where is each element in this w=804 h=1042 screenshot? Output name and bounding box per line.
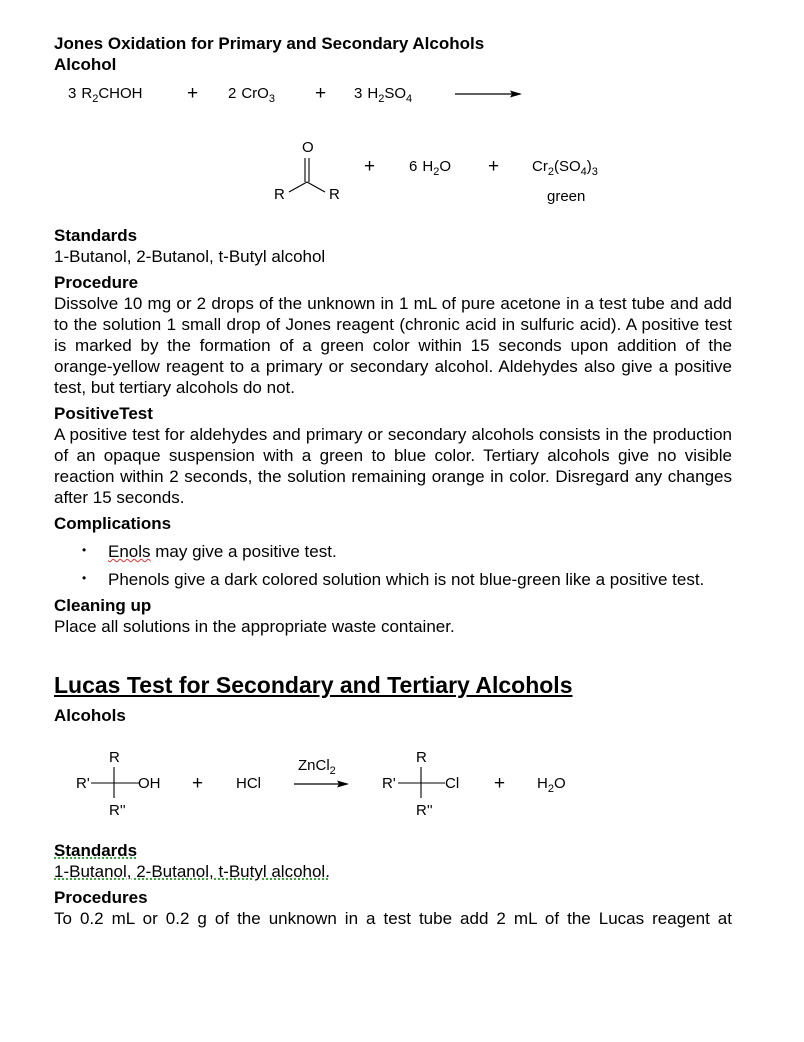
jones-positive-heading: PositiveTest: [54, 404, 153, 423]
lucas-reaction-scheme: [54, 726, 732, 840]
plus-sign: +: [315, 83, 327, 104]
jones-complications-heading: Complications: [54, 514, 172, 533]
reactant-chromium-trioxide: 2 CrO$_3$: [228, 85, 275, 105]
jones-cleaning-heading: Cleaning up: [54, 596, 152, 615]
reactant-sulfuric-acid: 3 $H_2SO_4$: [354, 85, 413, 105]
jones-procedure-heading: Procedure: [54, 273, 139, 292]
list-item: • Phenols give a dark colored solution which is not blue-green like a positive test.: [54, 569, 732, 590]
alcohol-structure: [76, 749, 161, 819]
alkyl-chloride-structure: [382, 749, 459, 819]
jones-positive-text: A positive test for aldehydes and primary or secondary alcohols consists in the production of an opaque suspension with a green to blue color. Tertiary alcohols give no visible reaction within 2 seconds, the solution remaining orange in color. Disregard any changes after 15 seconds.: [54, 425, 732, 507]
svg-text:R: R: [416, 749, 427, 766]
lucas-subtitle: Alcohols: [54, 706, 126, 725]
plus-sign: +: [364, 156, 376, 177]
ketone-structure: [274, 139, 340, 203]
product-water: 6 $H_2O$: [409, 158, 451, 178]
svg-text:R'': R'': [416, 802, 433, 819]
plus-sign: +: [488, 156, 500, 177]
svg-text:Cl: Cl: [445, 775, 460, 792]
list-item: • Enols may give a positive test.: [54, 541, 732, 562]
svg-text:R: R: [274, 186, 285, 203]
jones-standards-heading: Standards: [54, 226, 138, 245]
reagent-hcl: HCl: [236, 775, 261, 792]
reaction-arrow: [455, 91, 522, 98]
plus-sign: +: [192, 773, 204, 794]
svg-text:R: R: [109, 749, 120, 766]
svg-text:R: R: [329, 186, 340, 203]
product-chromium-sulfate: $Cr_2(SO_4)_3$: [532, 158, 598, 178]
lucas-standards-heading: Standards: [54, 841, 138, 860]
spellcheck-word: Enols: [108, 542, 151, 561]
catalyst-zinc-chloride: ZnCl$_2$: [298, 757, 336, 777]
plus-sign: +: [187, 83, 199, 104]
svg-text:O: O: [302, 139, 314, 156]
document-page: [54, 33, 732, 929]
svg-text:R'': R'': [109, 802, 126, 819]
jones-subtitle: Alcohol: [54, 55, 117, 74]
product-color-label: green: [547, 188, 586, 205]
svg-text:R': R': [76, 775, 90, 792]
reactant-alcohol: 3 $R_2CHOH$: [68, 85, 143, 105]
lucas-procedures-text: To 0.2 mL or 0.2 g of the unknown in a test tube add 2 mL of the Lucas reagent at: [54, 909, 732, 928]
jones-reaction-scheme: [54, 75, 732, 225]
jones-standards-text: 1-Butanol, 2-Butanol, t-Butyl alcohol: [54, 247, 326, 266]
plus-sign: +: [494, 773, 506, 794]
lucas-title: Lucas Test for Secondary and Tertiary Alcohols: [54, 672, 573, 698]
lucas-standards-text: 1-Butanol, 2-Butanol, t-Butyl alcohol.: [54, 862, 330, 881]
jones-cleaning-text: Place all solutions in the appropriate waste container.: [54, 617, 455, 636]
complications-list: [54, 541, 732, 590]
jones-title: Jones Oxidation for Primary and Secondary Alcohols: [54, 34, 485, 53]
reaction-arrow: [294, 781, 349, 788]
svg-text:OH: OH: [138, 775, 161, 792]
lucas-procedures-heading: Procedures: [54, 888, 148, 907]
product-water: $H_2O$: [537, 775, 566, 795]
jones-procedure-text: Dissolve 10 mg or 2 drops of the unknown in 1 mL of pure acetone in a test tube and add to the solution 1 small drop of Jones reagent (chronic acid in sulfuric acid). A positive test is marked by the formation of a green color within 15 seconds upon addition of the orange-yellow reagent to a primary or secondary alcohol. Aldehydes also give a positive test, but tertiary alcohols do not.: [54, 294, 732, 397]
svg-text:R': R': [382, 775, 396, 792]
